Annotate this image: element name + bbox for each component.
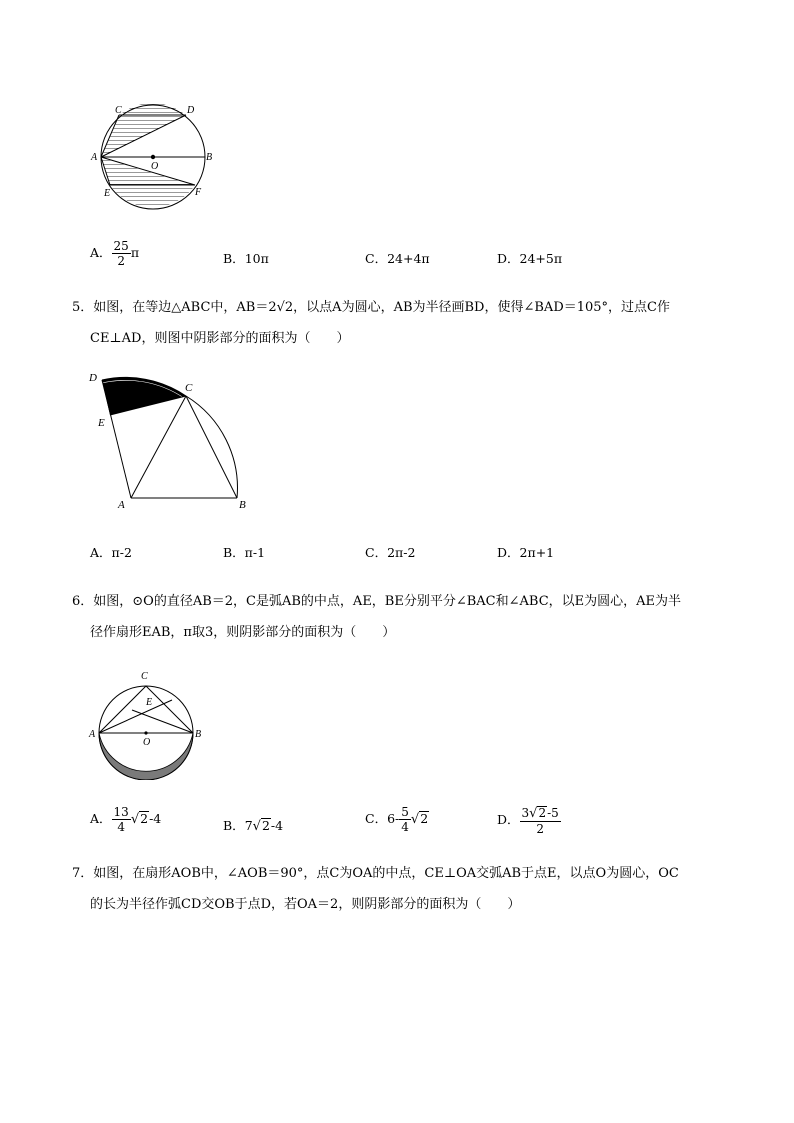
q4-option-d[interactable]: D．24+5π: [497, 251, 563, 266]
q4-option-c[interactable]: C．24+4π: [365, 251, 430, 266]
q6-option-c[interactable]: C．6- $\frac{5}{4}$ √2: [365, 805, 429, 834]
label-b: B: [239, 499, 246, 511]
label-b: B: [206, 152, 213, 163]
q5-option-d[interactable]: D．2π+1: [497, 545, 555, 560]
label-d: D: [89, 372, 97, 384]
figure-q6-circle: [86, 665, 211, 780]
label-e: E: [104, 188, 111, 199]
q5-option-a[interactable]: A．π-2: [90, 545, 132, 560]
q6-option-d[interactable]: D． $\frac{3√2-5}{2}$: [497, 806, 559, 836]
q6-line-2: 径作扇形EAB，π取3，则阴影部分的面积为（ ）: [90, 625, 396, 640]
question-6: [72, 586, 722, 648]
label-e: E: [98, 417, 105, 429]
q6-line-1: 6．如图，⊙O的直径AB＝2，C是弧AB的中点，AE，BE分别平分∠BAC和∠ABC，以E为圆心，AE为半: [72, 594, 682, 609]
label-c: C: [141, 671, 148, 682]
q4-option-b[interactable]: B．10π: [223, 251, 269, 266]
q5-line-1: 5．如图，在等边△ABC中，AB＝2√2，以点A为圆心，AB为半径画BD，使得∠BAD＝105°，过点C作: [72, 300, 670, 315]
label-o: O: [151, 161, 159, 172]
figure-q4-circle: [88, 100, 228, 210]
label-b: B: [195, 729, 202, 740]
label-a: A: [89, 729, 96, 740]
label-f: F: [195, 187, 202, 198]
shaded-region-upper: [101, 103, 186, 157]
q5-line-2: CE⊥AD，则图中阴影部分的面积为（ ）: [90, 331, 350, 346]
label-e: E: [146, 697, 153, 708]
label-c: C: [115, 105, 122, 116]
q7-line-1: 7．如图，在扇形AOB中，∠AOB＝90°，点C为OA的中点，CE⊥OA交弧AB于点E，以点O为圆心，OC: [72, 866, 679, 881]
q4-option-a[interactable]: A． $\frac{25}{2}$ π: [90, 239, 140, 268]
label-d: D: [187, 105, 195, 116]
q5-option-c[interactable]: C．2π-2: [365, 545, 416, 560]
label-a: A: [118, 499, 125, 511]
shaded-region-lower: [101, 157, 195, 207]
figure-q5-sector: [86, 368, 256, 513]
shaded-region: [102, 377, 186, 415]
question-5: [72, 292, 722, 354]
q6-option-a[interactable]: A． $\frac{13}{4}$ √2-4: [90, 805, 162, 834]
question-7: [72, 858, 722, 920]
q5-option-b[interactable]: B．π-1: [223, 545, 266, 560]
label-a: A: [91, 152, 98, 163]
q7-line-2: 的长为半径作弧CD交OB于点D，若OA＝2，则阴影部分的面积为（ ）: [90, 897, 521, 912]
label-c: C: [185, 382, 193, 394]
label-o: O: [143, 737, 151, 748]
q6-option-b[interactable]: B．7√2-4: [223, 818, 284, 834]
